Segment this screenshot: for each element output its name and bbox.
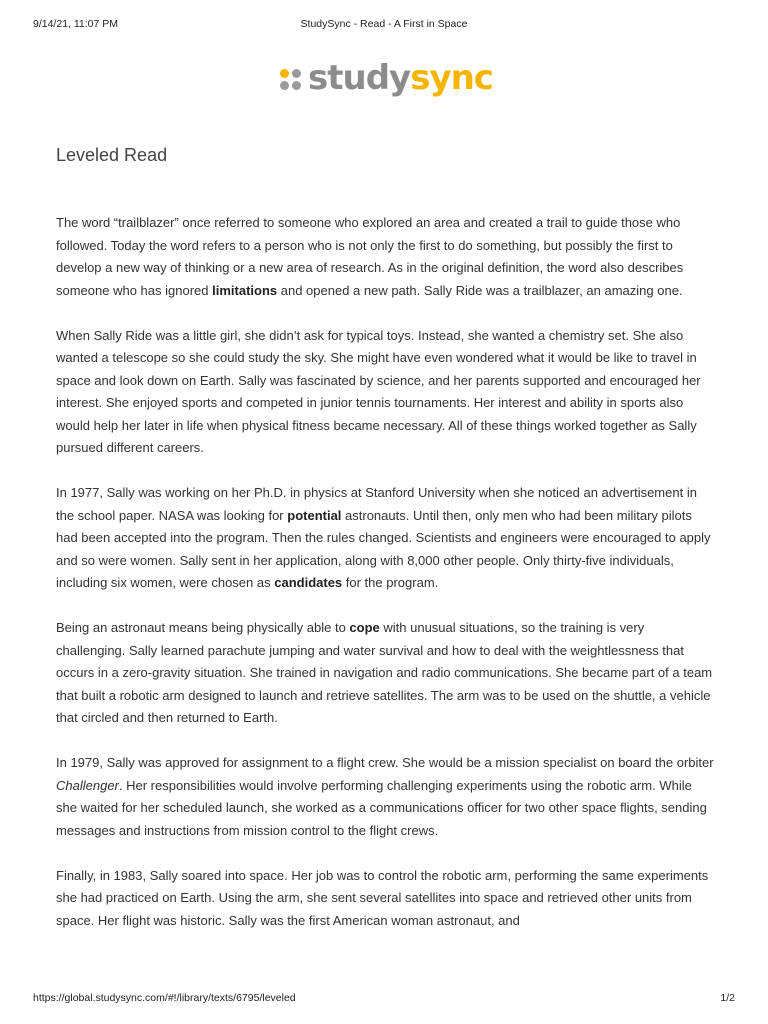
orbiter-name: Challenger: [56, 777, 119, 793]
article-body: [56, 212, 716, 955]
logo-sync: sync: [410, 58, 493, 98]
vocab-cope: cope: [349, 620, 380, 635]
print-page-title: StudySync - Read - A First in Space: [300, 18, 468, 30]
paragraph-2: When Sally Ride was a little girl, she didn’t ask for typical toys. Instead, she wanted a chemistry set. She also wanted a telescope so she could study the sky. She might have even wondered what it would be like to travel in space and look down on Earth. Sally was fascinated by science, and her parents supported and encouraged her interest. She enjoyed sports and competed in junior tennis tournaments. Her interest and ability in sports also would help her later in life when physical fitness became necessary. All of these things worked together as Sally pursued different careers.: [56, 327, 701, 455]
vocab-candidates: candidates: [274, 575, 343, 590]
paragraph-1: The word “trailblazer” once referred to someone who explored an area and created a trail to guide those who followed. Today the word refers to a person who is not only the first to do something, but possibly the first to develop a new way of thinking or a new area of research. As in the original definition, the word also describes someone who has ignored limitations and opened a new path. Sally Ride was a trailblazer, an amazing one.: [56, 215, 684, 298]
print-url: https://global.studysync.com/#!/library/texts/6795/leveled: [33, 992, 296, 1004]
section-title: Leveled Read: [56, 145, 168, 165]
logo-study: study: [308, 58, 411, 98]
vocab-limitations: limitations: [212, 282, 278, 298]
paragraph-6: Finally, in 1983, Sally soared into space. Her job was to control the robotic arm, performing the same experiments she had practiced on Earth. Using the arm, she sent several satellites into space and retrieved other units from space. Her flight was historic. Sally was the first American woman astronaut, and: [56, 867, 709, 928]
paragraph-3: In 1977, Sally was working on her Ph.D. in physics at Stanford University when she noticed an advertisement in the school paper. NASA was looking for potential astronauts. Until then, only men who had been military pilots had been accepted into the program. Then the rules changed. Scientists and engineers were encouraged to apply and so were women. Sally sent in her application, along with 8,000 other people. Only thirty-five individuals, including six women, were chosen as candidates for the program.: [56, 485, 711, 590]
paragraph-4: Being an astronaut means being physically able to cope with unusual situations, so the training is very challenging. Sally learned parachute jumping and water survival and how to deal with the weightlessness that occurs in a zero-gravity situation. She trained in navigation and radio communications. She became part of a team that built a robotic arm designed to launch and retrieve satellites. The arm was to be used on the shuttle, a vehicle that circled and then returned to Earth.: [56, 620, 713, 725]
vocab-potential: potential: [287, 507, 342, 523]
print-datetime: 9/14/21, 11:07 PM: [33, 18, 119, 30]
print-footer: [0, 992, 768, 1006]
print-page-number: 1/2: [720, 992, 735, 1004]
paragraph-5: In 1979, Sally was approved for assignment to a flight crew. She would be a mission specialist on board the orbiter Challenger. Her responsibilities would involve performing challenging experiments using the robotic arm. While she waited for her scheduled launch, she worked as a communications officer for two other space flights, sending messages and instructions from mission control to the flight crews.: [56, 755, 714, 838]
